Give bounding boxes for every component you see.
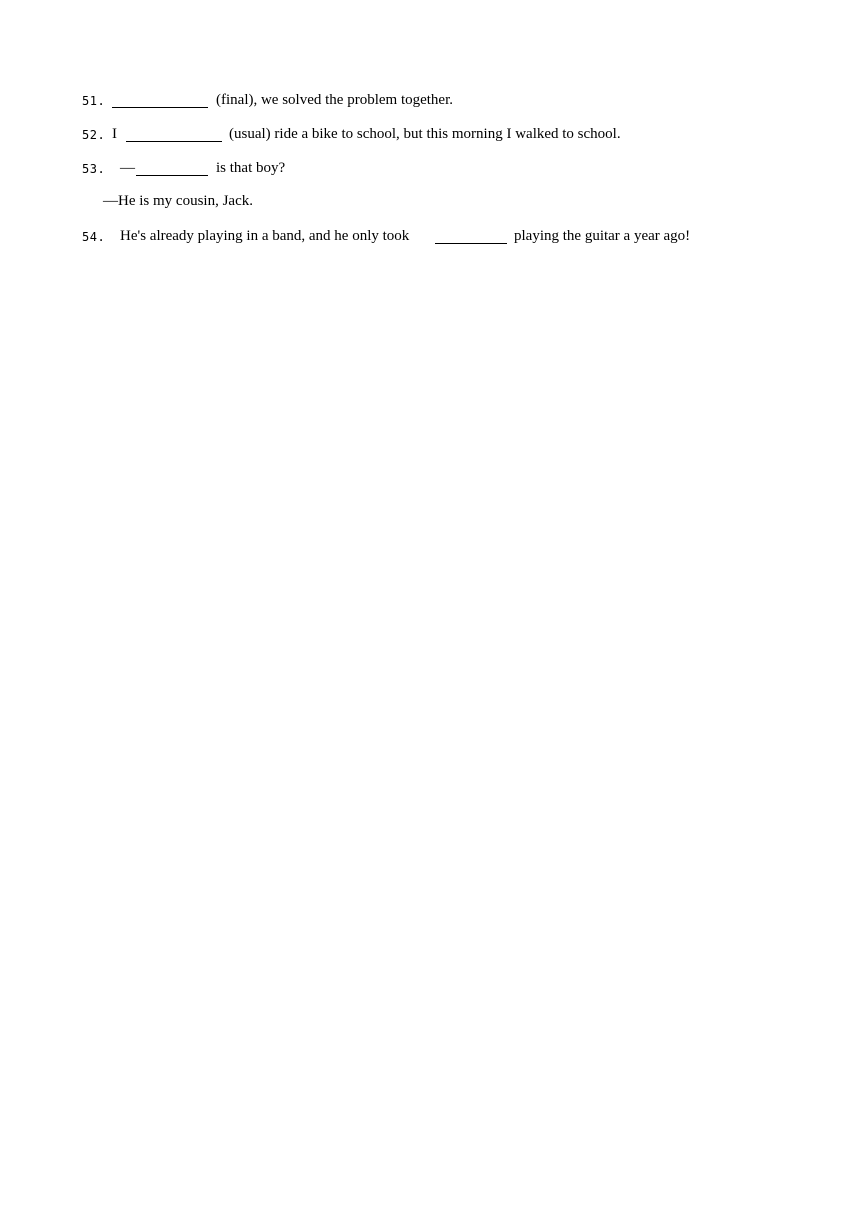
question-text: (usual) ride a bike to school, but this morning I walked to school.: [229, 126, 621, 142]
answer-blank[interactable]: [112, 90, 208, 108]
dialogue-dash: —: [120, 160, 135, 176]
question-lead-text: I: [112, 126, 117, 142]
question-text: (final), we solved the problem together.: [216, 92, 454, 108]
question-lead-text: He's already playing in a band, and he only took: [120, 228, 410, 244]
response-text: —He is my cousin, Jack.: [103, 193, 253, 209]
question-number: 51.: [82, 94, 106, 108]
question-number: 54.: [82, 230, 106, 244]
answer-blank[interactable]: [136, 158, 208, 176]
question-text: is that boy?: [216, 160, 286, 176]
question-text: playing the guitar a year ago!: [514, 228, 691, 244]
answer-blank[interactable]: [435, 226, 507, 244]
question-number: 53.: [82, 162, 106, 176]
answer-blank[interactable]: [126, 124, 222, 142]
question-number: 52.: [82, 128, 106, 142]
